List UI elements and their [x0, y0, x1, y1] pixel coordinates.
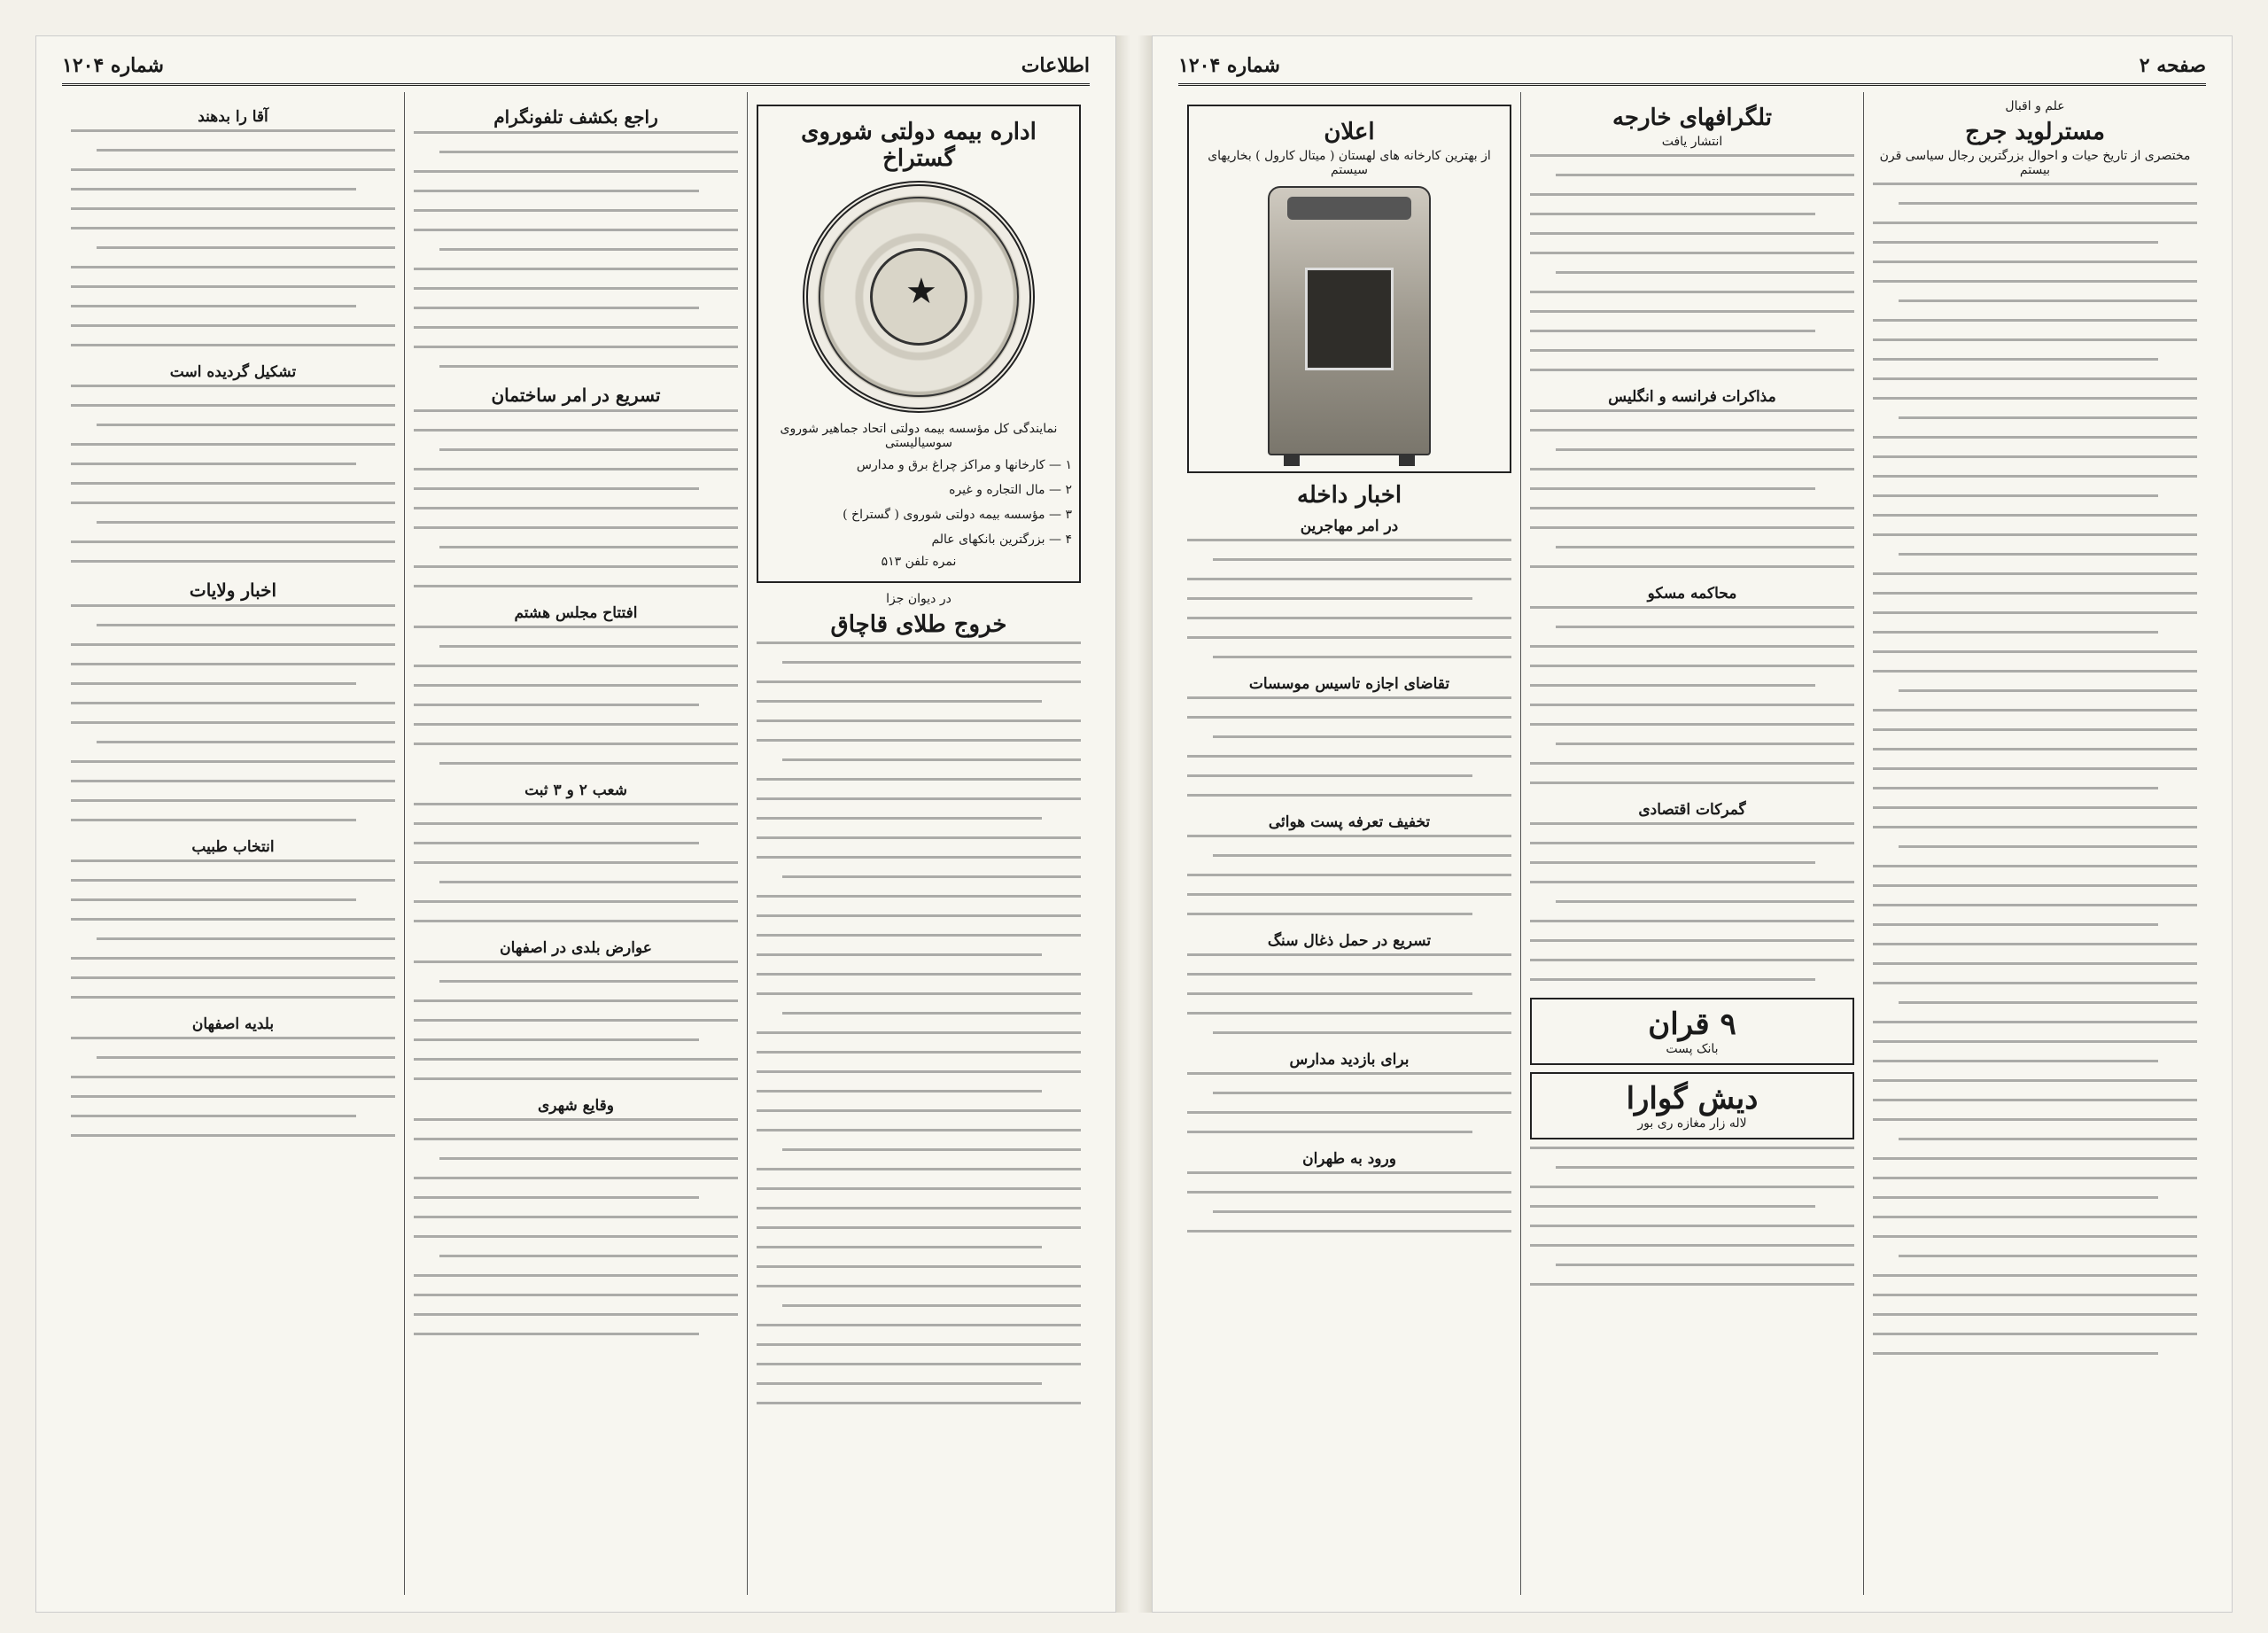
article-body-lines [757, 642, 1081, 1404]
stove-ad [1187, 105, 1511, 473]
isfahan-duties-headline: عوارض بلدی در اصفهان [500, 939, 652, 957]
left-header-left: شماره ۱۲۰۴ [62, 54, 164, 77]
article-body-lines [1187, 539, 1511, 658]
migrants-headline: در امر مهاجرین [1300, 517, 1399, 535]
left-col-a [747, 92, 1090, 1595]
left-page-header [62, 48, 1090, 86]
article-body-lines [1530, 409, 1854, 568]
science-tag: علم و اقبال [2005, 99, 2065, 113]
article-body-lines [1530, 822, 1854, 981]
article-body-lines [71, 129, 395, 346]
moscow-trial-headline: محاکمه مسکو [1647, 585, 1737, 603]
right-header-right: صفحه ۲ [2139, 54, 2206, 77]
right-col-a [1863, 92, 2206, 1595]
insurance-title: اداره بیمه دولتی شوروی گستراخ [801, 119, 1037, 172]
article-body-lines [71, 604, 395, 821]
provinces-headline: اخبار ولایات [189, 579, 277, 601]
article-body-lines [1530, 606, 1854, 784]
negotiations-headline: مذاکرات فرانسه و انگلیس [1608, 388, 1776, 406]
institutions-headline: تقاضای اجازه تاسیس موسسات [1248, 675, 1450, 693]
arrival-headline: ورود به طهران [1302, 1150, 1396, 1168]
article-body-lines [1187, 1072, 1511, 1133]
article-body-lines [414, 131, 738, 368]
court-tag: در دیوان جزا [886, 592, 951, 606]
article-body-lines [1187, 953, 1511, 1034]
left-page [35, 35, 1116, 1613]
right-header-left: شماره ۱۲۰۴ [1178, 54, 1280, 77]
city-events-headline: وقایع شهری [538, 1097, 614, 1115]
page-gutter [1116, 35, 1152, 1613]
article-body-lines [414, 1118, 738, 1335]
lloyd-george-sub: مختصری از تاریخ حیات و احوال بزرگترین رجال سیاسی قرن بیستم [1879, 149, 2191, 177]
lloyd-george-headline: مسترلوید جرج [1965, 119, 2105, 145]
insurance-subtitle: نمایندگی کل مؤسسه بیمه دولتی اتحاد جماهیر شوروی سوسیالیستی [780, 422, 1058, 450]
customs-headline: گمرکات اقتصادی [1638, 801, 1746, 819]
domestic-news-headline: اخبار داخله [1296, 482, 1402, 509]
parliament-headline: افتتاح مجلس هشتم [514, 604, 638, 622]
article-body-lines [1530, 1147, 1854, 1286]
article-body-lines [414, 960, 738, 1080]
coal-headline: تسریع در حمل ذغال سنگ [1267, 932, 1432, 950]
formed-headline: تشکیل گردیده است [169, 363, 297, 381]
left-col-b [404, 92, 747, 1595]
isfahan-municipality-headline: بلدیه اصفهان [191, 1015, 275, 1033]
schools-headline: برای بازدید مدارس [1289, 1051, 1410, 1069]
soviet-seal-emblem: ★ [803, 181, 1035, 413]
right-page [1152, 35, 2233, 1613]
smuggled-gold-headline: خروج طلای قاچاق [830, 611, 1007, 638]
article-body-lines [1187, 835, 1511, 915]
left-col-c [62, 92, 404, 1595]
ad-1-big: ۹ قران [1648, 1007, 1736, 1042]
article-body-lines [71, 1037, 395, 1137]
ad-1-small: بانک پست [1666, 1042, 1719, 1056]
right-col-c [1178, 92, 1520, 1595]
left-header-right: اطلاعات [1021, 54, 1090, 77]
stove-illustration [1268, 186, 1431, 455]
classified-ad-2 [1530, 1072, 1854, 1139]
insurance-item-3: ۳ — مؤسسه بیمه دولتی شوروی ( گستراخ ) [843, 508, 1072, 522]
registry-headline: شعب ۲ و ۳ ثبت [524, 782, 627, 799]
article-body-lines [1187, 1171, 1511, 1233]
announcement-sub: از بهترین کارخانه های لهستان ( میتال کارول ) بخاریهای سیستم [1208, 149, 1491, 177]
telegram-headline: راجع بکشف تلفونگرام [493, 106, 658, 128]
classified-ad-1 [1530, 998, 1854, 1065]
construction-headline: تسریع در امر ساختمان [491, 385, 661, 406]
article-body-lines [1873, 183, 2197, 1355]
insurance-phone: نمره تلفن ۵۱۳ [881, 555, 957, 569]
article-body-lines [414, 409, 738, 587]
article-body-lines [1187, 696, 1511, 797]
foreign-telegrams-sub: انتشار یافت [1661, 135, 1723, 149]
announcement-headline: اعلان [1324, 119, 1375, 145]
right-col-b [1520, 92, 1863, 1595]
doctor-headline: انتخاب طبیب [191, 838, 275, 856]
insurance-item-1: ۱ — کارخانها و مراکز چراغ برق و مدارس [856, 458, 1072, 472]
article-body-lines [414, 626, 738, 765]
article-body-lines [71, 859, 395, 999]
insurance-item-2: ۲ — مال التجاره و غیره [949, 483, 1072, 497]
airmail-headline: تخفیف تعرفه پست هوائی [1268, 813, 1431, 831]
ad-2-big: دیش گوارا [1626, 1081, 1759, 1116]
foreign-telegrams-headline: تلگرافهای خارجه [1612, 105, 1773, 131]
insurance-ad [757, 105, 1081, 583]
right-page-header [1178, 48, 2206, 86]
article-body-lines [1530, 154, 1854, 371]
col-c-headline: آقا را بدهند [198, 108, 268, 126]
ad-2-small: لاله زار مغازه ری بور [1637, 1116, 1747, 1131]
insurance-item-4: ۴ — بزرگترین بانکهای عالم [931, 533, 1072, 547]
article-body-lines [71, 385, 395, 563]
article-body-lines [414, 803, 738, 922]
